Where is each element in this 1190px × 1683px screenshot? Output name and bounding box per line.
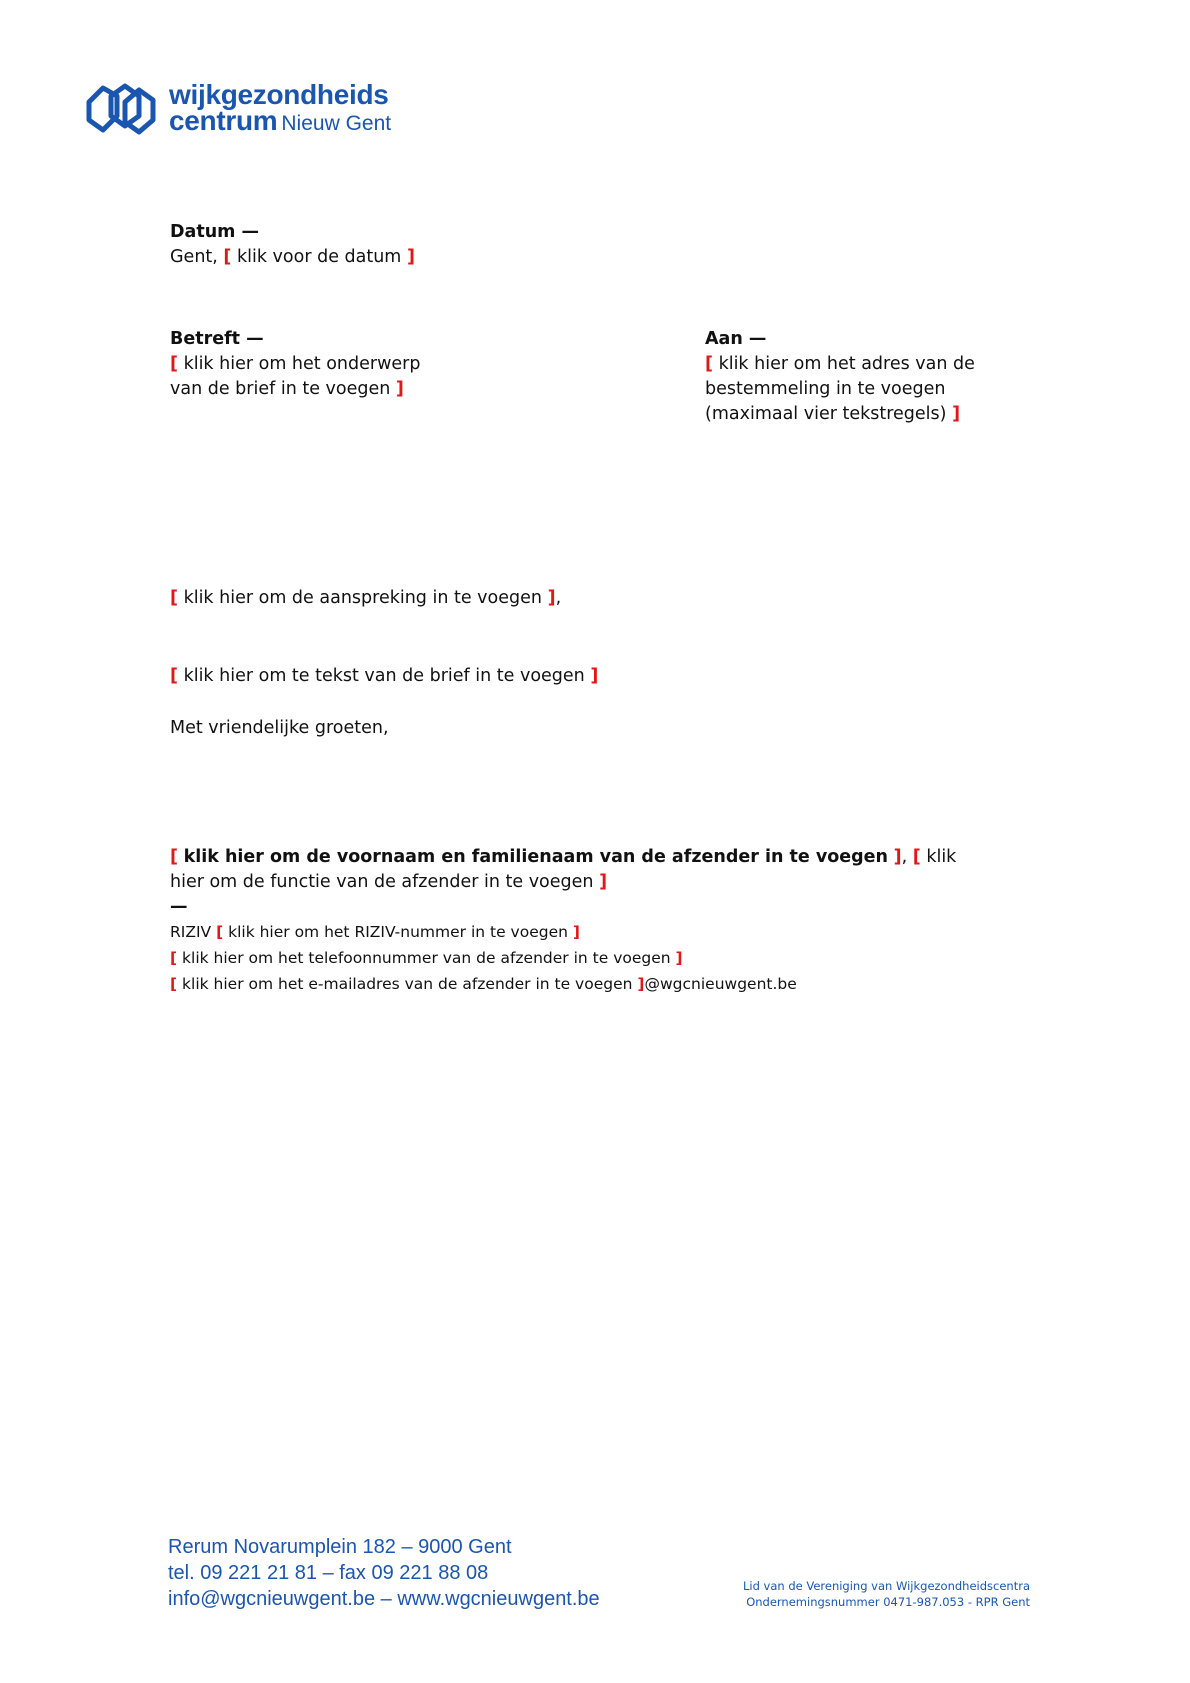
aan-field-3[interactable]: (maximaal vier tekstregels) [705, 404, 947, 424]
organization-logo [85, 79, 415, 142]
riziv-label: RIZIV [170, 923, 212, 941]
telefoon-field[interactable]: klik hier om het telefoonnummer van de afzender in te voegen [182, 949, 671, 967]
datum-label: Datum — [170, 222, 259, 242]
afzender-name-line [170, 845, 956, 870]
bracket-open: [ [705, 354, 713, 374]
closing-greeting: Met vriendelijke groeten, [170, 718, 389, 738]
betreft-field-2[interactable]: van de brief in te voegen [170, 379, 391, 399]
logo-line-1: wijkgezondheids [169, 79, 389, 110]
afzender-functie-field-1[interactable]: klik [926, 847, 957, 867]
afzender-block [170, 845, 956, 920]
afzender-functie-line [170, 870, 956, 895]
footer-address: Rerum Novarumplein 182 – 9000 Gent [168, 1536, 512, 1558]
afzender-details [170, 919, 797, 997]
bracket-close: ] [572, 923, 580, 941]
telefoon-line [170, 945, 797, 971]
afzender-name-field[interactable]: klik hier om de voornaam en familienaam van de afzender in te voegen [183, 847, 889, 867]
bracket-open: [ [216, 923, 224, 941]
bracket-open: [ [170, 588, 178, 608]
betreft-line-1 [170, 352, 420, 377]
bracket-close: ] [893, 847, 902, 867]
aan-field-1[interactable]: klik hier om het adres van de [718, 354, 975, 374]
footer-phone: tel. 09 221 21 81 – fax 09 221 88 08 [168, 1562, 489, 1584]
datum-line [170, 245, 415, 270]
aan-line-1 [705, 352, 975, 377]
footer-member: Lid van de Vereniging van Wijkgezondheidscentra [742, 1579, 1030, 1593]
betreft-field-1[interactable]: klik hier om het onderwerp [183, 354, 421, 374]
tekst-line [170, 664, 598, 689]
afzender-separator: , [901, 847, 908, 867]
bracket-close: ] [599, 872, 608, 892]
bracket-open: [ [912, 847, 921, 867]
footer-legal [690, 1578, 1030, 1610]
bracket-open: [ [170, 949, 178, 967]
bracket-close: ] [637, 975, 645, 993]
riziv-line [170, 919, 797, 945]
betreft-line-2 [170, 377, 420, 402]
aanspreking-comma: , [555, 588, 562, 608]
tekst-field[interactable]: klik hier om te tekst van de brief in te voegen [183, 666, 585, 686]
bracket-close: ] [395, 379, 404, 399]
email-domain: @wgcnieuwgent.be [644, 975, 797, 993]
bracket-open: [ [170, 354, 178, 374]
bracket-open: [ [170, 666, 178, 686]
bracket-open: [ [170, 975, 178, 993]
aan-field-2[interactable]: bestemmeling in te voegen [705, 379, 946, 399]
bracket-open: [ [223, 247, 232, 267]
bracket-open: [ [170, 847, 178, 867]
datum-field[interactable]: klik voor de datum [237, 247, 402, 267]
betreft-block [170, 327, 420, 402]
bracket-close: ] [952, 404, 961, 424]
aanspreking-line [170, 586, 561, 611]
footer-company: Ondernemingsnummer 0471-987.053 - RPR Gent [746, 1595, 1030, 1609]
hexagon-logo-icon [85, 82, 157, 138]
betreft-label: Betreft — [170, 329, 264, 349]
aan-label: Aan — [705, 329, 767, 349]
datum-prefix: Gent, [170, 247, 218, 267]
logo-line-2-light: Nieuw Gent [281, 112, 392, 135]
afzender-functie-field-2[interactable]: hier om de functie van de afzender in te voegen [170, 872, 594, 892]
datum-block [170, 220, 415, 270]
footer-contact [168, 1534, 600, 1612]
bracket-close: ] [406, 247, 415, 267]
aan-block [705, 327, 975, 427]
email-field[interactable]: klik hier om het e-mailadres van de afzender in te voegen [182, 975, 633, 993]
bracket-close: ] [590, 666, 599, 686]
riziv-field[interactable]: klik hier om het RIZIV-nummer in te voegen [228, 923, 568, 941]
afzender-dash: — [170, 897, 188, 917]
logo-wordmark [169, 79, 392, 139]
footer-web: info@wgcnieuwgent.be – www.wgcnieuwgent.be [168, 1588, 600, 1610]
aanspreking-field[interactable]: klik hier om de aanspreking in te voegen [183, 588, 542, 608]
aan-line-3 [705, 402, 975, 427]
email-line [170, 971, 797, 997]
bracket-close: ] [675, 949, 683, 967]
bracket-close: ] [547, 588, 556, 608]
logo-line-2-bold: centrum [169, 105, 278, 136]
